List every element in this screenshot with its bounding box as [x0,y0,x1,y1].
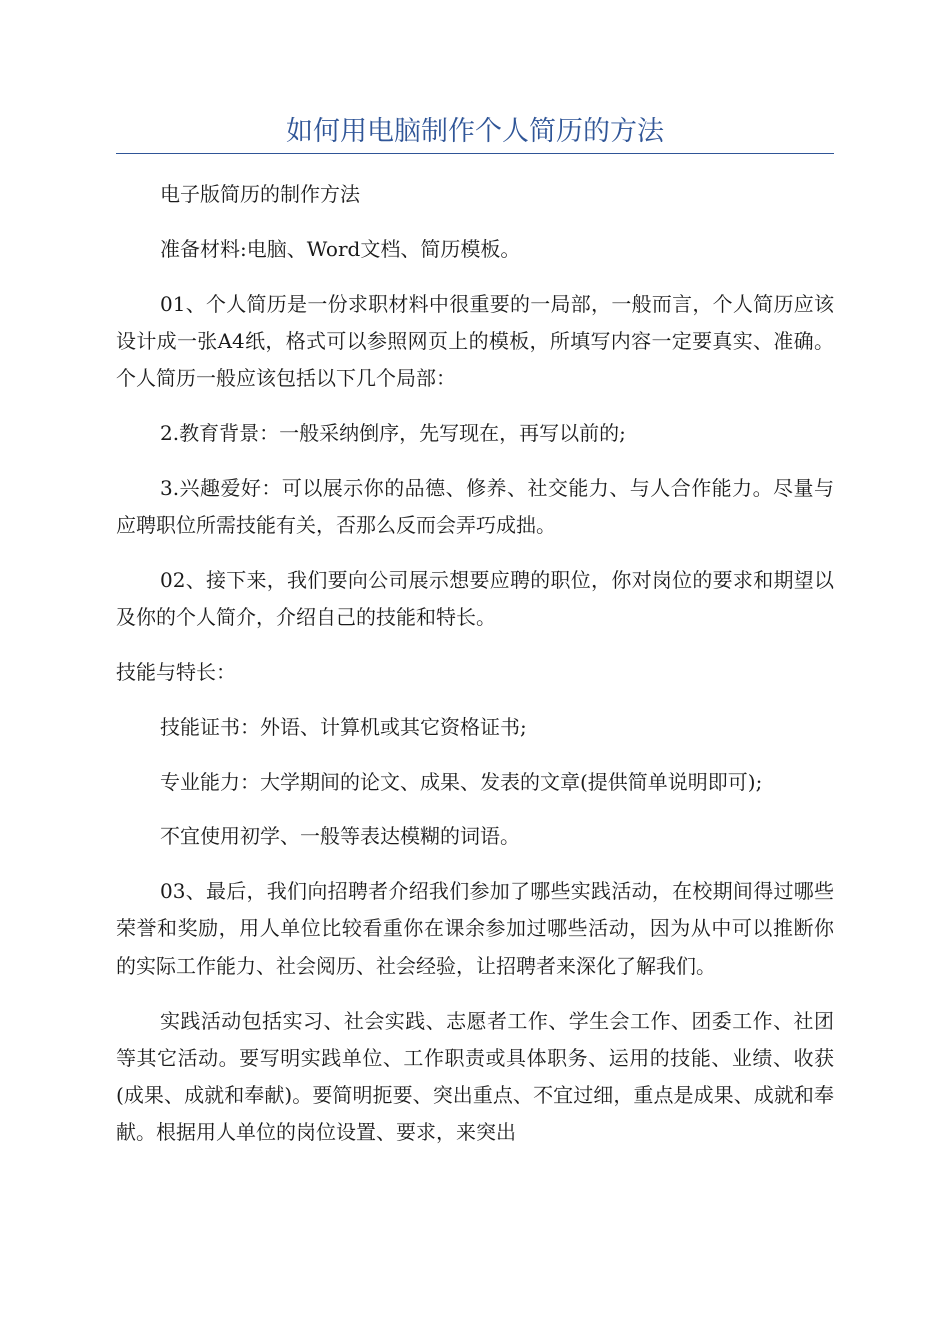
paragraph-step-01: 01、个人简历是一份求职材料中很重要的一局部，一般而言，个人简历应该设计成一张A4纸，格式可以参照网页上的模板，所填写内容一定要真实、准确。个人简历一般应该包括以下几个局部： [116,291,834,391]
paragraph-step-02: 02、接下来，我们要向公司展示想要应聘的职位，你对岗位的要求和期望以及你的个人简介，介绍自己的技能和特长。 [116,567,834,630]
paragraph-professional-ability: 专业能力：大学期间的论文、成果、发表的文章(提供简单说明即可); [160,769,763,794]
document-body [116,176,834,1169]
paragraph-practice: 实践活动包括实习、社会实践、志愿者工作、学生会工作、团委工作、社团等其它活动。要写明实践单位、工作职责或具体职务、运用的技能、业绩、收获(成果、成就和奉献)。要简明扼要、突出重点、不宜过细，重点是成果、成就和奉献。根据用人单位的岗位设置、要求，来突出 [116,1008,834,1145]
paragraph-step-03: 03、最后，我们向招聘者介绍我们参加了哪些实践活动，在校期间得过哪些荣誉和奖励，用人单位比较看重你在课余参加过哪些活动，因为从中可以推断你的实际工作能力、社会阅历、社会经验，让招聘者来深化了解我们。 [116,879,834,978]
document-title: 如何用电脑制作个人简历的方法 [286,116,664,147]
paragraph-education: 2.教育背景：一般采纳倒序，先写现在，再写以前的; [160,420,626,445]
paragraph-subtitle: 电子版简历的制作方法 [160,182,360,206]
paragraph-avoid-vague: 不宜使用初学、一般等表达模糊的词语。 [160,824,520,849]
paragraph-interests: 3.兴趣爱好：可以展示你的品德、修养、社交能力、与人合作能力。尽量与应聘职位所需技能有关，否那么反而会弄巧成拙。 [116,475,834,538]
title-underline [116,153,834,154]
paragraph-skills-heading: 技能与特长： [116,659,236,684]
paragraph-certificates: 技能证书：外语、计算机或其它资格证书; [160,714,527,739]
paragraph-materials: 准备材料:电脑、Word文档、简历模板。 [160,236,521,261]
